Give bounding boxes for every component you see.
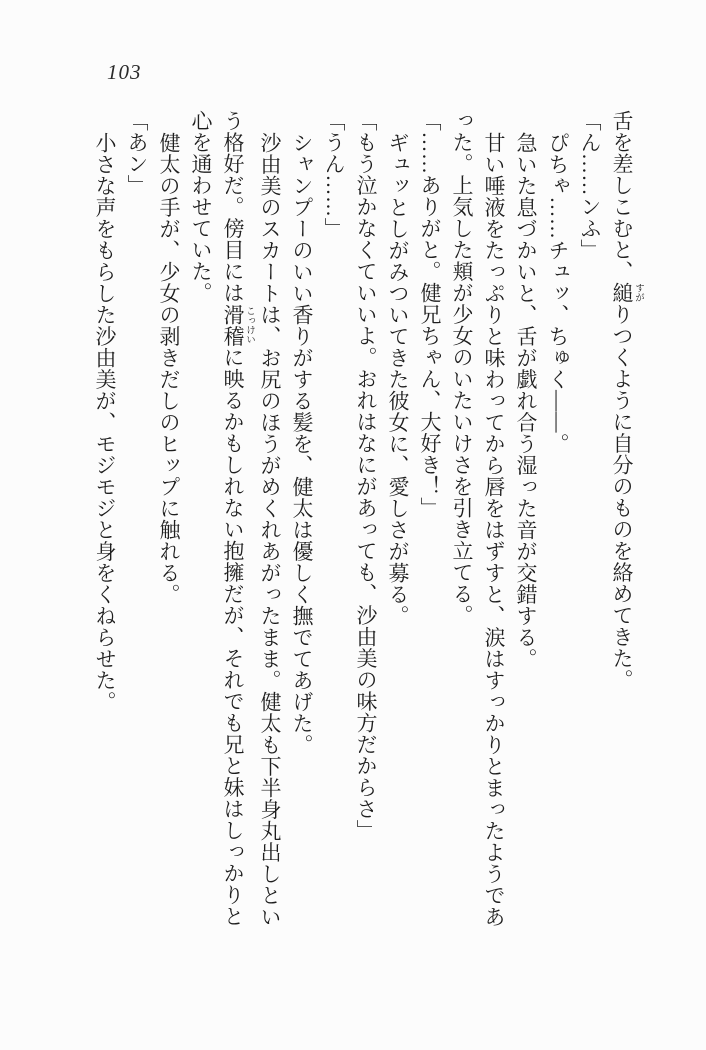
text-column: った。上気した頬が少女のいたいけさを引き立てる。 xyxy=(450,110,474,626)
furigana-text: すが xyxy=(633,282,643,304)
text-column: ギュッとしがみついてきた彼女に、愛しさが募る。 xyxy=(386,131,410,626)
text-column: シャンプーのいい香りがする髪を、健太は優しく撫でてあげた。 xyxy=(290,131,314,755)
page-number: 103 xyxy=(107,60,142,84)
text-column: 甘い唾液をたっぷりと味わってから唇をはずすと、涙はすっかりとまったようであ xyxy=(482,131,506,927)
text-column: 「ん……ンふ」 xyxy=(578,110,602,261)
text-column: 「あン」 xyxy=(125,110,149,196)
furigana-ruby: 縋 すが xyxy=(610,282,643,304)
text-column: う格好だ。傍目には滑稽 こっけいに映るかもしれない抱擁だが、それでも兄と妹はしっかりと xyxy=(221,110,254,927)
text-column: 小さな声をもらした沙由美が、モジモジと身をくねらせた。 xyxy=(93,131,117,712)
text-column: 舌を差しこむと、縋 すがりつくように自分のものを絡めてきた。 xyxy=(610,110,643,691)
text-column: 「うん……」 xyxy=(322,110,346,239)
text-column: 「……ありがと。健兄ちゃん、大好き！」 xyxy=(418,110,442,519)
text-column: 心を通わせていた。 xyxy=(189,110,213,304)
furigana-ruby: 滑稽 こっけい xyxy=(221,303,254,347)
vertical-text-block xyxy=(89,110,643,970)
text-column: 「もう泣かなくていいよ。おれはなにがあっても、沙由美の味方だからさ」 xyxy=(354,110,378,841)
text-column: 沙由美のスカートは、お尻のほうがめくれあがったまま。健太も下半身丸出しとい xyxy=(258,131,282,927)
furigana-text: こっけい xyxy=(244,303,254,347)
text-column: ぴちゃ……チュッ、ちゅく――。 xyxy=(546,131,570,454)
text-column: 急いた息づかいと、舌が戯れ合う湿った音が交錯する。 xyxy=(514,131,538,669)
text-column: 健太の手が、少女の剥きだしのヒップに触れる。 xyxy=(157,131,181,605)
